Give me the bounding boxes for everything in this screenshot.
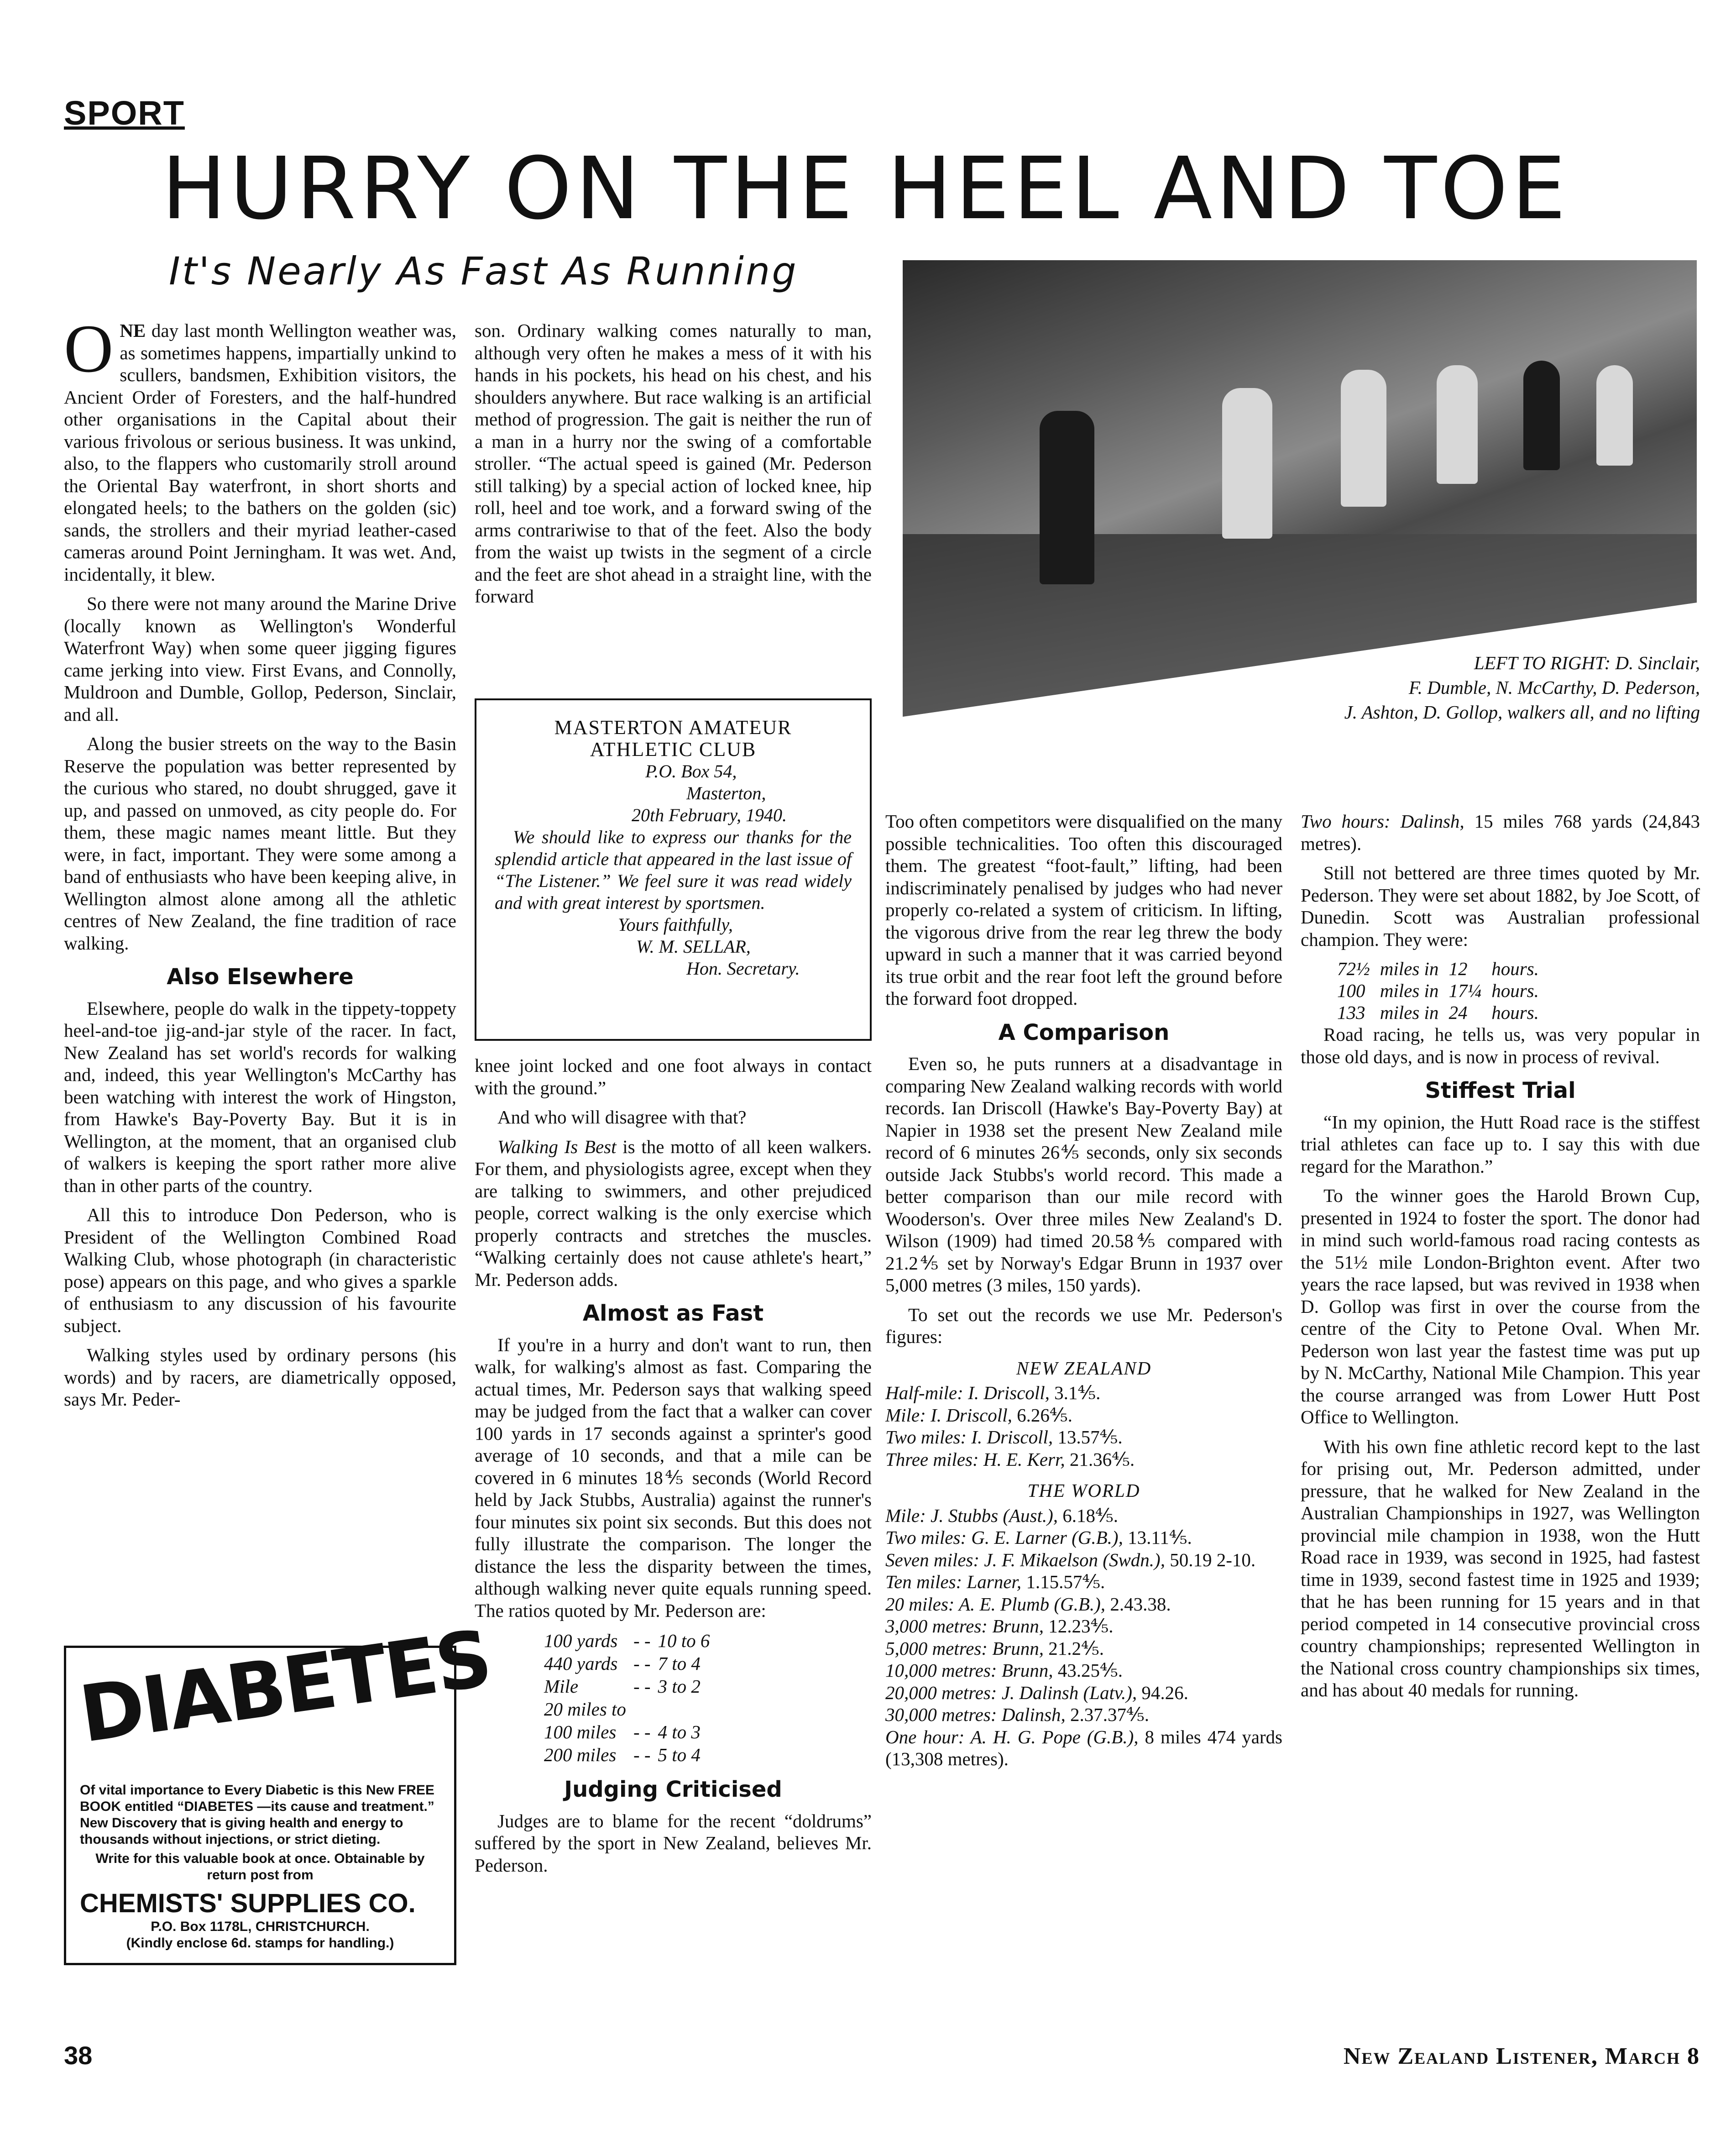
paragraph: If you're in a hurry and don't want to run, then walk, for walking's almost as fast. Comparing the actual times, Mr. Pederson says that walking speed may be judged from the fact that a walker can cover 100 yards in 17 seconds against a sprinter's good average of 10 seconds, and that a mile can be covered in 6 minutes 18⅘ seconds (World Record held by Jack Stubbs, Australia) against the runner's four minutes six point six seconds. But this does not fully illustrate the comparison. The longer the distance the less the disparity between the times, although walking never quite equals running speed. The ratios quoted by Mr. Pederson are: (475, 1334, 872, 1621)
paragraph: son. Ordinary walking comes naturally to man, although very often he makes a mess of it with his hands in his pockets, his head on his chest, and his shoulders anywhere. But race walking is an artificial method of progression. The gait is neither the run of a man in a hurry nor the swing of a comfortable stroller. “The actual speed is gained (Mr. Pederson still talking) by a special action of locked knee, hip roll, heel and toe work, and a forward swing of the arms contrariwise to that of the feet. Also the body from the waist up twists in the segment of a circle and the feet are shot ahead in a straight line, with the forward (475, 320, 872, 607)
ad-headline: DIABETES (74, 1613, 496, 1761)
paragraph: “In my opinion, the Hutt Road race is the stiffest trial athletes can face up to. I say this with due regard for the Marathon.” (1301, 1111, 1700, 1177)
record-entry (885, 1505, 1282, 1527)
ratio-row (544, 1698, 716, 1720)
record-entry (885, 1704, 1282, 1726)
publication-footer: New Zealand Listener, March 8 (1343, 2043, 1700, 2069)
record-label: 5,000 metres: Brunn, (885, 1637, 1044, 1659)
ratio-leader: - - (633, 1721, 651, 1742)
letter-club-name: MASTERTON AMATEUR (554, 716, 792, 739)
walker-figure (1341, 370, 1386, 507)
walker-figure (1437, 365, 1478, 484)
record-label: 20,000 metres: J. Dalinsh (Latv.), (885, 1682, 1137, 1703)
record-label: One hour: A. H. G. Pope (G.B.), (885, 1726, 1139, 1747)
record-entry (885, 1571, 1282, 1593)
scott-h: hours. (1491, 980, 1539, 1001)
walker-figure (1523, 361, 1560, 470)
record-value: 1.15.57⅘. (1026, 1571, 1105, 1592)
record-value: 50.19 2-10. (1170, 1549, 1256, 1570)
lead-in: NE (120, 320, 146, 341)
record-label: Two miles: G. E. Larner (G.B.), (885, 1527, 1123, 1548)
ratio-distance: 200 miles (544, 1744, 617, 1765)
scott-records-table (1337, 958, 1549, 1023)
diabetes-advertisement (64, 1613, 496, 1965)
record-entry (885, 1448, 1282, 1471)
record-entry (885, 1682, 1282, 1704)
paragraph: To set out the records we use Mr. Pederson's figures: (885, 1304, 1282, 1347)
ratio-row (544, 1652, 716, 1674)
record-entry (885, 1527, 1282, 1549)
ratio-row (544, 1721, 716, 1743)
caption-line: J. Ashton, D. Gollop, walkers all, and no lifting (1344, 702, 1700, 723)
ratio-value: 10 to 6 (658, 1630, 710, 1651)
ratio-row (544, 1630, 716, 1652)
scott-miles: 133 (1337, 1002, 1365, 1023)
record-entry (885, 1726, 1282, 1770)
subheadline: It's Nearly As Fast As Running (169, 249, 798, 294)
paragraph: To the winner goes the Harold Brown Cup, presented in 1924 to foster the sport. The donor had in mind such world-famous road racing contests as the 51½ mile London-Brighton event. After two years the race lapsed, but was revived in 1938 when D. Gollop was first in over the course from the centre of the City to Petone Oval. When Mr. Pederson won last year the fastest time was put up by N. McCarthy, National Mile Champion. This year the course arranged was from Lower Hutt Post Office to Wellington. (1301, 1185, 1700, 1427)
record-value: 6.26⅘. (1017, 1404, 1072, 1426)
section-heading: Also Elsewhere (167, 964, 354, 990)
record-label: 3,000 metres: Brunn, (885, 1616, 1044, 1637)
record-value: 2.43.38. (1110, 1593, 1171, 1615)
record-value: 8 miles 474 yards (13,308 metres). (885, 1726, 1283, 1769)
section-heading: Almost as Fast (582, 1301, 764, 1326)
record-label: Two hours: Dalinsh, (1301, 811, 1464, 832)
column-4 (1301, 810, 1700, 1709)
scott-hours: 17¼ (1449, 980, 1482, 1001)
record-value: 6.18⅘. (1062, 1505, 1119, 1526)
record-entry (885, 1659, 1282, 1682)
paragraph: Along the busier streets on the way to the Basin Reserve the population was better represented by the curious who stared, no doubt shrugged, gave it up, and passed on unmoved, as city people do. For them, these magic names meant little. But they were, in fact, important. They were some among a band of enthusiasts who have been keeping alive, in Wellington almost alone among all the athletic centres of New Zealand, the fine tradition of race walking. (64, 733, 456, 954)
ratio-leader: - - (633, 1744, 651, 1765)
paragraph: With his own fine athletic record kept to the last for prising out, Mr. Pederson admitted, under pressure, that he walked for New Zealand in the Australian Championships in 1927, was Wellington provincial mile champion in 1938, won the Hutt Road race in 1939, was second in 1925, had fastest time in 1939, second fastest time in 1925 and 1939; that he has been running for 15 years and in that period competed in 14 consecutive provincial cross country championships; represented Wellington in the National cross country championships six times, and has about 40 medals for running. (1301, 1436, 1700, 1700)
ratio-distance: 100 yards (544, 1630, 618, 1651)
record-value: 94.26. (1141, 1682, 1188, 1703)
ratio-leader (633, 1698, 657, 1720)
section-heading: Judging Criticised (564, 1777, 782, 1802)
paragraph: Walking styles used by ordinary persons (his words) and by racers, are diametrically opposed, says Mr. Peder- (64, 1344, 456, 1410)
letter-box (475, 698, 872, 1041)
paragraph: Still not bettered are three times quoted by Mr. Pederson. They were set about 1882, by Joe Scott, of Dunedin. Scott was Australian professional champion. They were: (1301, 862, 1700, 950)
walker-figure (1596, 365, 1633, 466)
world-records-list (885, 1505, 1282, 1770)
scott-unit: miles in (1380, 1002, 1439, 1023)
letter-date: 20th February, 1940. (632, 805, 787, 825)
record-entry (885, 1637, 1282, 1660)
letter-body: We should like to express our thanks for the splendid article that appeared in the last issue of “The Listener.” We feel sure it was read widely and with great interest by sportsmen. (495, 827, 852, 913)
record-value: 3.1⅘. (1054, 1382, 1101, 1403)
ratio-row (544, 1675, 716, 1697)
headline: HURRY ON THE HEEL AND TOE (162, 139, 1569, 239)
caption-line: F. Dumble, N. McCarthy, D. Pederson, (1408, 677, 1700, 698)
column-1 (64, 311, 456, 1418)
ratio-value: 4 to 3 (658, 1721, 701, 1742)
section-heading: Stiffest Trial (1425, 1078, 1576, 1103)
column-2-bottom (475, 1054, 872, 1883)
scott-hours: 24 (1449, 1002, 1468, 1023)
record-label: 10,000 metres: Brunn, (885, 1660, 1053, 1681)
record-label: Three miles: H. E. Kerr, (885, 1448, 1065, 1470)
paragraph: Judges are to blame for the recent “doldrums” suffered by the sport in New Zealand, believes Mr. Pederson. (475, 1810, 872, 1876)
page-number: 38 (64, 2041, 93, 2070)
paragraph-intro (64, 311, 456, 585)
scott-record-row (1337, 980, 1549, 1002)
caption-line: LEFT TO RIGHT: D. Sinclair, (1474, 652, 1700, 673)
ratio-value: 7 to 4 (658, 1653, 701, 1674)
record-label: Mile: I. Driscoll, (885, 1404, 1012, 1426)
record-label: Half-mile: I. Driscoll, (885, 1382, 1050, 1403)
column-3 (885, 810, 1282, 1770)
ratio-value: 5 to 4 (658, 1744, 701, 1765)
scott-hours: 12 (1449, 958, 1468, 979)
ratio-table (543, 1629, 717, 1767)
ad-body-2: Write for this valuable book at once. Obtainable by return post from (95, 1851, 425, 1883)
paragraph (475, 1136, 872, 1291)
ad-company: CHEMISTS' SUPPLIES CO. (80, 1888, 416, 1918)
ratio-distance: 440 yards (544, 1653, 618, 1674)
letter-signatory: W. M. SELLAR, (636, 936, 751, 957)
paragraph (1301, 810, 1700, 855)
section-label: SPORT (64, 94, 185, 132)
paragraph-text: is the motto of all keen walkers. For them, and physiologists agree, except when they are talking to swimmers, and other prejudiced people, correct walking is the only exercise which properly contracts and stretches the muscles. “Walking certainly does not cause athlete's heart,” Mr. Pederson adds. (475, 1136, 872, 1290)
drop-cap: O (64, 311, 114, 387)
letter-closing: Yours faithfully, (618, 914, 733, 935)
letter-address: P.O. Box 54, (645, 761, 737, 782)
ad-body: Of vital importance to Every Diabetic is this New FREE BOOK entitled “DIABETES —its cause and treatment.” New Discovery that is giving health and energy to thousands without injections, or strict dieting. (80, 1783, 434, 1847)
scott-unit: miles in (1380, 980, 1439, 1001)
record-entry (885, 1615, 1282, 1637)
record-value: 13.57⅘. (1057, 1427, 1123, 1448)
ratio-value (658, 1698, 716, 1720)
walkers-photo (903, 260, 1697, 717)
record-entry (885, 1549, 1282, 1571)
paragraph: Road racing, he tells us, was very popular in those old days, and is now in process of revival. (1301, 1024, 1700, 1067)
paragraph: Elsewhere, people do walk in the tippety-toppety heel-and-toe jig-and-jar style of the racer. In fact, New Zealand has set world's records for walking and, indeed, this year Wellington's McCarthy has been watching with interest the work of Hingston, from Hawke's Bay-Poverty Bay. But it is in Wellington, at the moment, that an organised club of walkers is keeping the sport rather more alive than in other parts of the country. (64, 997, 456, 1196)
record-entry (885, 1426, 1282, 1448)
scott-record-row (1337, 958, 1549, 980)
nz-records-list (885, 1382, 1282, 1470)
ratio-row (544, 1744, 716, 1766)
record-value: 21.36⅘. (1069, 1448, 1135, 1470)
paragraph: knee joint locked and one foot always in contact with the ground.” (475, 1055, 872, 1098)
record-value: 13.11⅘. (1128, 1527, 1192, 1548)
ratio-leader: - - (633, 1676, 651, 1697)
record-value: 21.2⅘. (1048, 1637, 1104, 1659)
column-2-top (475, 320, 872, 615)
scott-h: hours. (1491, 1002, 1539, 1023)
paragraph: Even so, he puts runners at a disadvantage in comparing New Zealand walking records with world records. Ian Driscoll (Hawke's Bay-Poverty Bay) at Napier in 1938 set the present New Zealand mile record of 6 minutes 26⅘ seconds, only six seconds outside Jack Stubbs's world record. This made a better comparison than our mile record with Wooderson's. Over three miles New Zealand's D. Wilson (1909) had timed 20.58⅘ compared with 21.2⅘ set by Norway's Edgar Brunn in 1937 over 5,000 metres (3 miles, 150 yards). (885, 1053, 1282, 1296)
record-entry (885, 1593, 1282, 1616)
ratio-leader: - - (633, 1653, 651, 1674)
paragraph: Too often competitors were disqualified on the many possible technicalities. Too often this discouraged them. The greatest “foot-fault,” lifting, had been indiscriminately penalised by judges who had never properly co-related a system of criticism. In lifting, the vigorous drive from the rear leg threw the body upward in such a manner that it was carried beyond its true orbit and the rear foot left the ground before the forward foot dropped. (885, 811, 1282, 1009)
record-label: Ten miles: Larner, (885, 1571, 1022, 1592)
scott-unit: miles in (1380, 958, 1439, 979)
paragraph-text: 15 miles 768 yards (24,843 metres). (1301, 811, 1700, 854)
record-value: 2.37.37⅘. (1070, 1704, 1150, 1725)
record-label: Two miles: I. Driscoll, (885, 1427, 1053, 1448)
ratio-distance: 100 miles (544, 1721, 617, 1742)
record-label: Seven miles: J. F. Mikaelson (Swdn.), (885, 1549, 1165, 1570)
scott-record-row (1337, 1002, 1549, 1023)
record-value: 12.23⅘. (1048, 1616, 1114, 1637)
ratio-distance: 20 miles to (544, 1699, 626, 1720)
ratio-value: 3 to 2 (658, 1676, 701, 1697)
letter-role: Hon. Secretary. (686, 958, 800, 979)
paragraph: So there were not many around the Marine Drive (locally known as Wellington's Wonderful Waterfront Way) when some queer jigging figures came jerking into view. First Evans, and Connolly, Muldroon and Dumble, Gollop, Pederson, Sinclair, and all. (64, 593, 456, 725)
paragraph-text: day last month Wellington weather was, as sometimes happens, impartially unkind to scullers, bandsmen, Exhibition visitors, the Ancient Order of Foresters, and the half-hundred other organisations in the Capital about their various frivolous or serious business. It was unkind, also, to the flappers who customarily stroll around the Oriental Bay waterfront, in short shorts and elongated heels; to the bathers on the golden (sic) sands, the strollers and their myriad leather-cased cameras around Point Jerningham. It was wet. And, incidentally, it blew. (64, 320, 456, 585)
paragraph: All this to introduce Don Pederson, who is President of the Wellington Combined Road Walking Club, whose photograph (in characteristic pose) appears on this page, and who gives a sparkle of enthusiasm to any discussion of his favourite subject. (64, 1204, 456, 1336)
record-label: Mile: J. Stubbs (Aust.), (885, 1505, 1058, 1526)
scott-miles: 72½ (1337, 958, 1370, 979)
records-heading-nz: NEW ZEALAND (1016, 1357, 1152, 1379)
scott-miles: 100 (1337, 980, 1365, 1001)
record-label: 20 miles: A. E. Plumb (G.B.), (885, 1593, 1106, 1615)
scott-h: hours. (1491, 958, 1539, 979)
ad-address: P.O. Box 1178L, CHRISTCHURCH. (151, 1919, 370, 1934)
ad-note: (Kindly enclose 6d. stamps for handling.) (126, 1936, 394, 1951)
ratio-leader: - - (633, 1630, 651, 1651)
record-entry (885, 1382, 1282, 1404)
record-value: 43.25⅘. (1057, 1660, 1123, 1681)
ratio-distance: Mile (544, 1676, 579, 1697)
motto: Walking Is Best (497, 1136, 617, 1157)
walker-figure (1040, 411, 1094, 584)
letter-address-2: Masterton, (686, 783, 766, 803)
record-label: 30,000 metres: Dalinsh, (885, 1704, 1066, 1725)
photo-caption (1107, 650, 1700, 724)
walker-figure (1222, 388, 1272, 539)
section-heading: A Comparison (998, 1019, 1170, 1045)
record-entry (885, 1404, 1282, 1427)
records-heading-world: THE WORLD (1027, 1480, 1140, 1501)
letter-club-name-2: ATHLETIC CLUB (590, 738, 757, 761)
paragraph: And who will disagree with that? (497, 1107, 747, 1128)
